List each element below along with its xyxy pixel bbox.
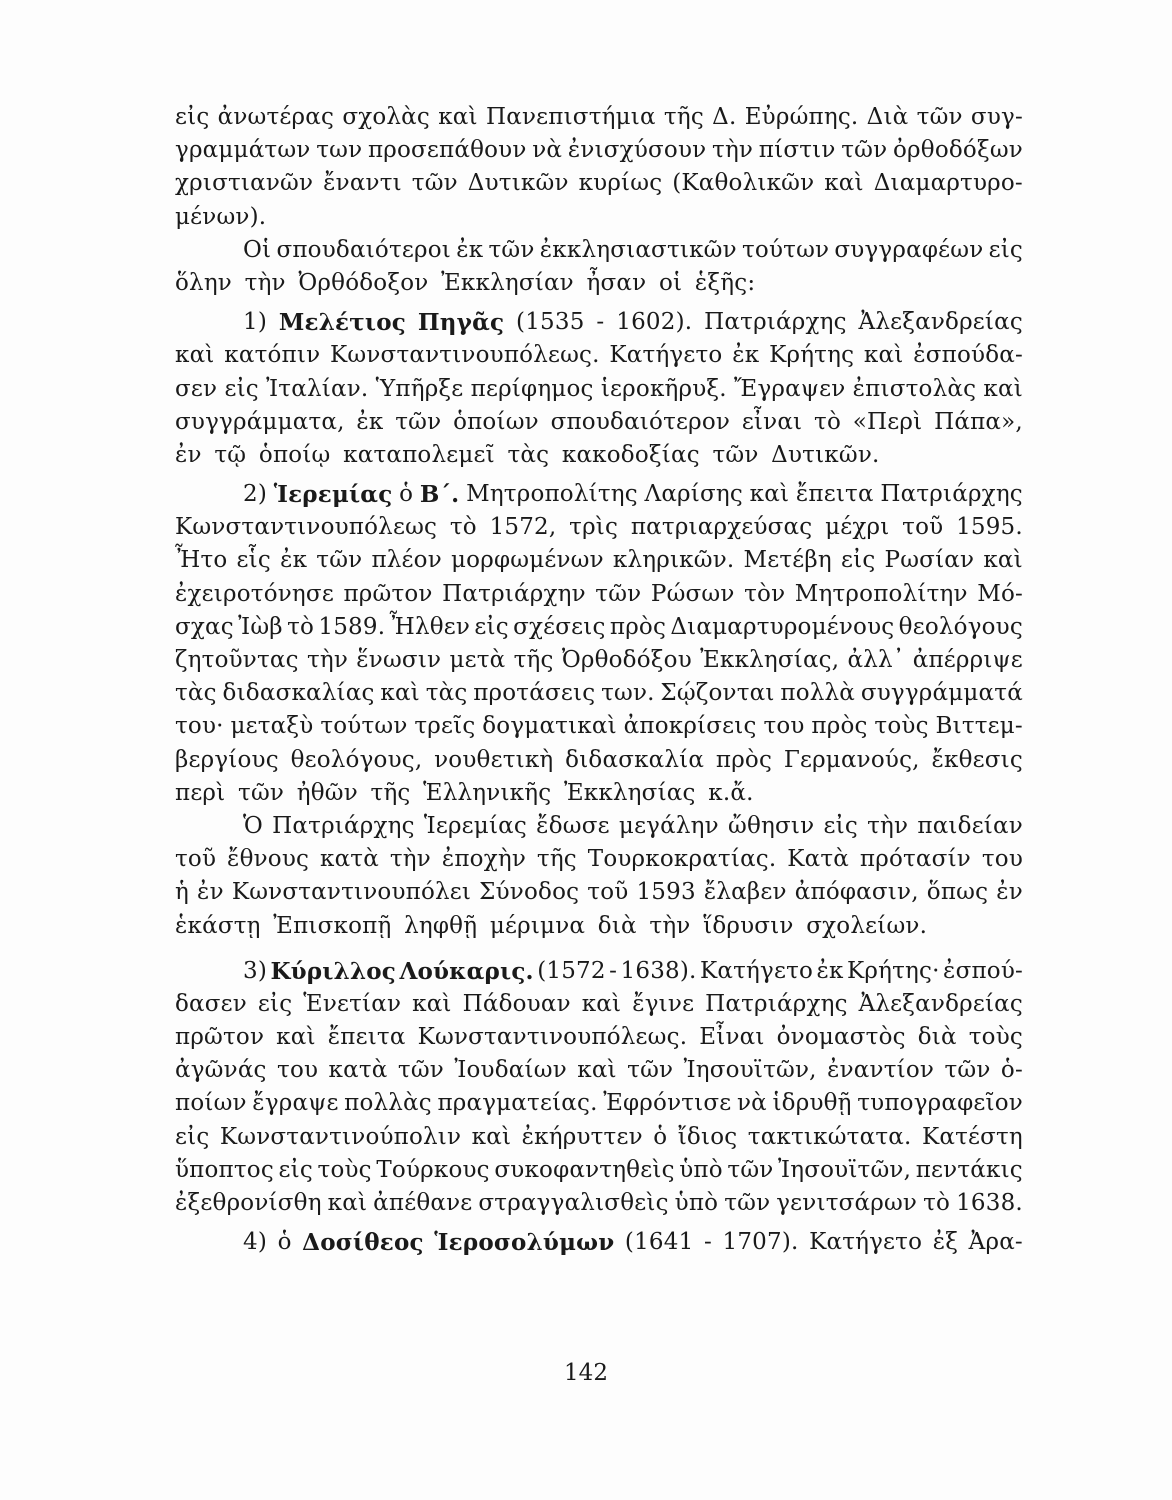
text-line: χριστιανῶν ἔναντι τῶν Δυτικῶν κυρίως (Καθολικῶν καὶ Διαμαρτυρο- [175,170,1023,197]
text-line: ἀγῶνάς του κατὰ τῶν Ἰουδαίων καὶ τῶν Ἰησουϊτῶν, ἐναντίον τῶν ὁ- [175,1057,1023,1084]
text-line: βεργίους θεολόγους, νουθετικὴ διδασκαλία πρὸς Γερμανούς, ἔκθεσις [175,746,1023,773]
text-line: ἐν τῷ ὁποίῳ καταπολεμεῖ τὰς κακοδοξίας τῶν Δυτικῶν. [175,441,880,468]
text-line: σχας Ἰὼβ τὸ 1589. Ἦλθεν εἰς σχέσεις πρὸς Διαμαρτυρομένους θεολόγους [175,613,1023,640]
text-line: μένων). [175,203,267,230]
text-line: περὶ τῶν ἠθῶν τῆς Ἑλληνικῆς Ἐκκλησίας κ.ἄ. [175,779,754,806]
text-line: ἐξεθρονίσθη καὶ ἀπέθανε στραγγαλισθεὶς ὑπὸ τῶν γενιτσάρων τὸ 1638. [175,1190,1023,1216]
text-line: γραμμάτων των προσεπάθουν νὰ ἐνισχύσουν τὴν πίστιν τῶν ὀρθοδόξων [175,137,1023,164]
text-line: ἐχειροτόνησε πρῶτον Πατριάρχην τῶν Ρώσων τὸν Μητροπολίτην Μό- [175,580,1023,607]
text-line: δασεν εἰς Ἑνετίαν καὶ Πάδουαν καὶ ἔγινε Πατριάρχης Ἀλεξανδρείας [175,990,1023,1017]
text-line: 1) Μελέτιος Πηγᾶς (1535 - 1602). Πατριάρχης Ἀλεξανδρείας [243,309,1023,337]
text-line: του· μεταξὺ τούτων τρεῖς δογματικαὶ ἀποκρίσεις του πρὸς τοὺς Βιττεμ- [175,713,1023,740]
text-line: 4) ὁ Δοσίθεος Ἱεροσολύμων (1641 - 1707). Κατήγετο ἐξ Ἀρα- [243,1229,1023,1257]
text-line: 2) Ἱερεμίας ὁ Β΄. Μητροπολίτης Λαρίσης καὶ ἔπειτα Πατριάρχης [243,481,1023,509]
text-line: ἑκάστῃ Ἐπισκοπῇ ληφθῇ μέριμνα διὰ τὴν ἵδρυσιν σχολείων. [175,912,928,939]
text-line: Ἦτο εἷς ἐκ τῶν πλέον μορφωμένων κληρικῶν. Μετέβη εἰς Ρωσίαν καὶ [175,547,1023,574]
text-line: καὶ κατόπιν Κωνσταντινουπόλεως. Κατήγετο ἐκ Κρήτης καὶ ἐσπούδα- [175,342,1023,369]
text-line: τοῦ ἔθνους κατὰ τὴν ἐποχὴν τῆς Τουρκοκρατίας. Κατὰ πρότασίν του [175,846,1023,873]
text-line: ὕποπτος εἰς τοὺς Τούρκους συκοφαντηθεὶς ὑπὸ τῶν Ἰησουϊτῶν, πεντάκις [175,1156,1023,1183]
text-line: ὅλην τὴν Ὀρθόδοξον Ἐκκλησίαν ἦσαν οἱ ἑξῆς: [175,269,756,296]
text-line: Οἱ σπουδαιότεροι ἐκ τῶν ἐκκλησιαστικῶν τούτων συγγραφέων εἰς [243,236,1023,263]
text-line: σεν εἰς Ἰταλίαν. Ὑπῆρξε περίφημος ἱεροκῆρυξ. Ἔγραψεν ἐπιστολὰς καὶ [175,375,1023,402]
text-line: ποίων ἔγραψε πολλὰς πραγματείας. Ἐφρόντισε νὰ ἱδρυθῇ τυπογραφεῖον [175,1090,1023,1117]
text-line: Ὁ Πατριάρχης Ἱερεμίας ἔδωσε μεγάλην ὤθησιν εἰς τὴν παιδείαν [243,812,1023,839]
text-line: συγγράμματα, ἐκ τῶν ὁποίων σπουδαιότερον εἶναι τὸ «Περὶ Πάπα», [175,408,1023,435]
text-line: Κωνσταντινουπόλεως τὸ 1572, τρὶς πατριαρχεύσας μέχρι τοῦ 1595. [175,514,1023,541]
page-number: 142 [564,1360,608,1386]
text-line: ζητοῦντας τὴν ἕνωσιν μετὰ τῆς Ὀρθοδόξου Ἐκκλησίας, ἀλλ᾿ ἀπέρριψε [175,647,1023,673]
text-line: πρῶτον καὶ ἔπειτα Κωνσταντινουπόλεως. Εἶναι ὀνομαστὸς διὰ τοὺς [175,1024,1023,1051]
body-text [175,101,1023,1259]
text-line: ἡ ἐν Κωνσταντινουπόλει Σύνοδος τοῦ 1593 ἔλαβεν ἀπόφασιν, ὅπως ἐν [175,879,1023,906]
text-line: εἰς ἀνωτέρας σχολὰς καὶ Πανεπιστήμια τῆς Δ. Εὐρώπης. Διὰ τῶν συγ- [175,104,1023,130]
text-line: 3) Κύριλλος Λούκαρις. (1572 - 1638). Κατήγετο ἐκ Κρήτης· ἐσπού- [243,957,1023,985]
text-line: τὰς διδασκαλίας καὶ τὰς προτάσεις των. Σῴζονται πολλὰ συγγράμματά [175,680,1023,707]
text-line: εἰς Κωνσταντινούπολιν καὶ ἐκήρυττεν ὁ ἴδιος τακτικώτατα. Κατέστη [175,1123,1023,1150]
